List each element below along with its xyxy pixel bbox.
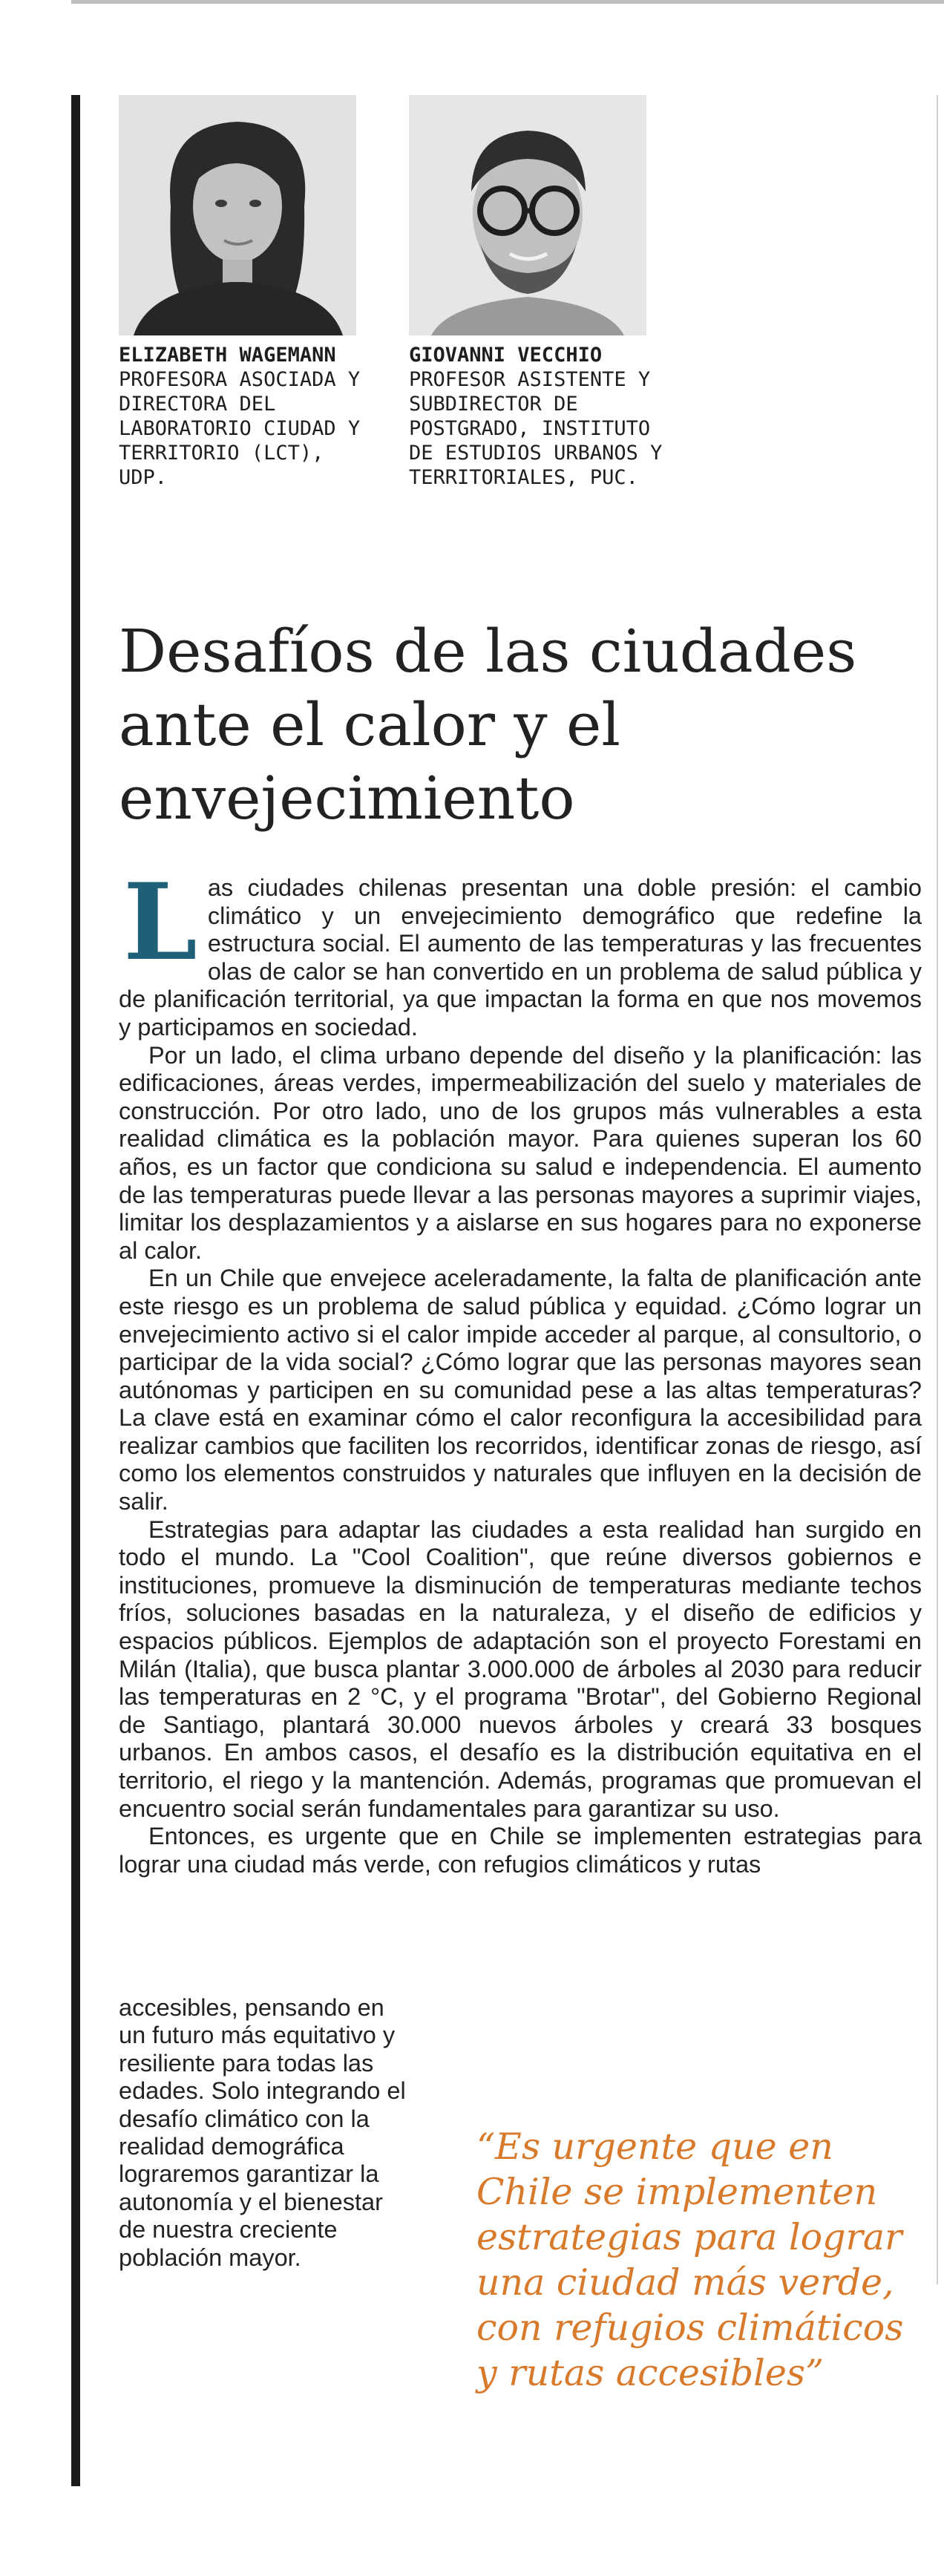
author-credit-vecchio xyxy=(409,343,669,490)
author-credit-wagemann xyxy=(119,343,378,490)
author-name: GIOVANNI VECCHIO xyxy=(409,344,603,367)
author-role: PROFESORA ASOCIADA Y DIRECTORA DEL LABORATORIO CIUDAD Y TERRITORIO (LCT), UDP. xyxy=(119,368,361,489)
column-accent-bar xyxy=(71,95,80,2486)
top-rule xyxy=(71,0,944,4)
article-paragraph: En un Chile que envejece aceleradamente, la falta de planificación ante este riesgo es un problema de salud pública y equidad. ¿Cómo lograr un envejecimiento activo si el calor impide acceder al parque, al consultorio, o participar de la vida social? ¿Cómo lograr que las personas mayores sean autónomas y participen en su comunidad pese a las altas temperaturas? La clave está en examinar cómo el calor reconfigura la accesibilidad para realizar cambios que faciliten los recorridos, identificar zonas de riesgo, así como los elementos construidos y naturales que influyen en la decisión de salir. xyxy=(119,1265,922,1515)
column-divider xyxy=(937,95,938,2284)
pull-quote: “Es urgente que en Chile se implementen estrategias para lograr una ciudad más verde, con refugios climáticos y rutas accesibles” xyxy=(476,2126,904,2394)
article-paragraph-closing: accesibles, pensando en un futuro más equitativo y resiliente para todas las edades. Solo integrando el desafío climático con la realidad demográfica lograremos garantizar la autonomía y el bienestar de nuestra creciente población mayor. xyxy=(119,1994,406,2271)
author-photo-wagemann xyxy=(119,95,356,335)
article-closing-column xyxy=(119,1994,408,2272)
article-body xyxy=(119,861,922,1878)
author-photo-vecchio xyxy=(409,95,646,335)
article-paragraph: Las ciudades chilenas presentan una doble presión: el cambio climático y un envejecimiento demográfico que redefine la estructura social. El aumento de las temperaturas y las frecuentes olas de calor se han convertido en un problema de salud pública y de planificación territorial, ya que impactan la forma en que nos movemos y participamos en sociedad. xyxy=(119,861,922,1040)
article-paragraph: Entonces, es urgente que en Chile se implementen estrategias para lograr una ciudad más verde, con refugios climáticos y rutas xyxy=(119,1823,922,1878)
article-headline: Desafíos de las ciudades ante el calor y el envejecimiento xyxy=(119,617,857,833)
article-paragraph: Por un lado, el clima urbano depende del diseño y la planificación: las edificaciones, áreas verdes, impermeabilización del suelo y materiales de construcción. Por otro lado, uno de los grupos más vulnerables a esta realidad climática es la población mayor. Para quienes superan los 60 años, es un factor que condiciona su salud e independencia. El aumento de las temperaturas puede llevar a las personas mayores a suprimir viajes, limitar los desplazamientos y a aislarse en sus hogares para no exponerse al calor. xyxy=(119,1041,922,1264)
author-role: PROFESOR ASISTENTE Y SUBDIRECTOR DE POSTGRADO, INSTITUTO DE ESTUDIOS URBANOS Y TERRITORIALES, PUC. xyxy=(409,368,663,489)
article-paragraph: Estrategias para adaptar las ciudades a esta realidad han surgido en todo el mundo. La "Cool Coalition", que reúne diversos gobiernos e instituciones, promueve la disminución de temperaturas mediante techos fríos, soluciones basadas en la naturaleza, y el diseño de edificios y espacios públicos. Ejemplos de adaptación son el proyecto Forestami en Milán (Italia), que busca plantar 3.000.000 de árboles al 2030 para reducir las temperaturas en 2 °C, y el programa "Brotar", del Gobierno Regional de Santiago, plantará 30.000 nuevos árboles y creará 33 bosques urbanos. En ambos casos, el desafío es la distribución equitativa en el territorio, el riego y la mantención. Además, programas que promuevan el encuentro social serán fundamentales para garantizar su uso. xyxy=(119,1515,922,1822)
drop-cap: L xyxy=(123,861,197,984)
author-name: ELIZABETH WAGEMANN xyxy=(119,344,336,367)
